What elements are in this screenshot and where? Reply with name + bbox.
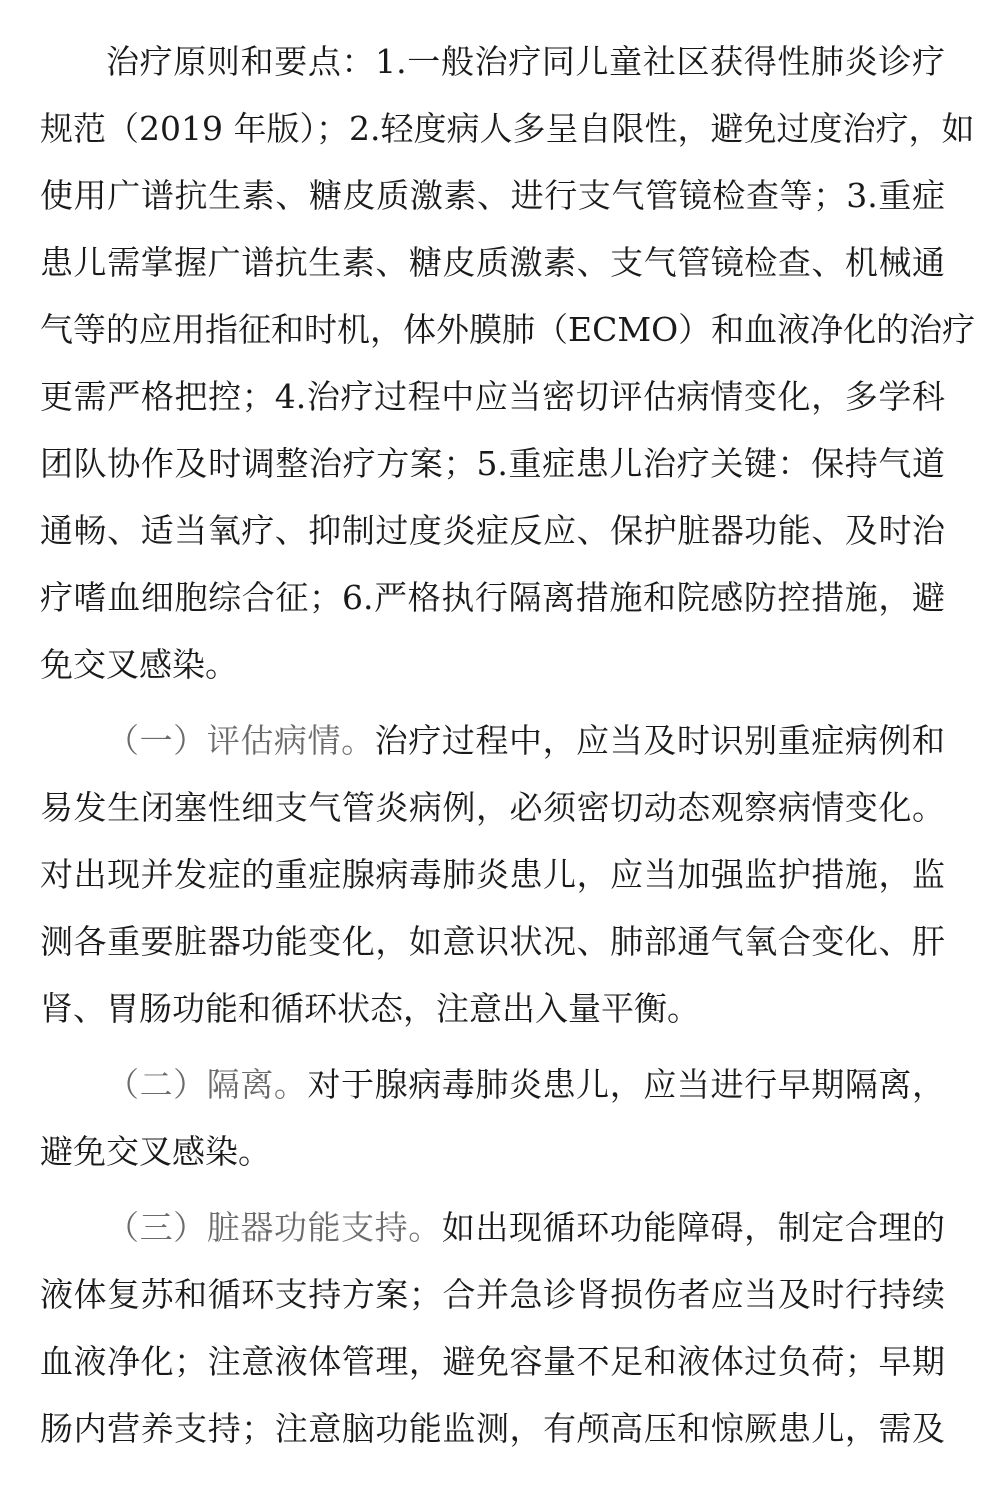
- section-3-line-2: 液体复苏和循环支持方案；合并急诊肾损伤者应当及时行持续: [40, 1275, 945, 1314]
- section-3-heading: （三）脏器功能支持。: [106, 1208, 442, 1247]
- intro-line-10: 免交叉感染。: [40, 645, 238, 684]
- intro-line-5: 气等的应用指征和时机，体外膜肺（ECMO）和血液净化的治疗: [40, 310, 976, 349]
- section-3-first-line: [106, 1208, 945, 1248]
- section-3-line-4: 肠内营养支持；注意脑功能监测，有颅高压和惊厥患儿，需及: [40, 1409, 945, 1448]
- section-3-line-3: 血液净化；注意液体管理，避免容量不足和液体过负荷；早期: [40, 1342, 945, 1381]
- section-1-line-3: 对出现并发症的重症腺病毒肺炎患儿，应当加强监护措施，监: [40, 855, 945, 894]
- section-3-first-line-text: 如出现循环功能障碍，制定合理的: [441, 1208, 946, 1247]
- intro-line-6: 更需严格把控；4.治疗过程中应当密切评估病情变化，多学科: [40, 377, 945, 416]
- section-1-first-line: [106, 721, 945, 761]
- section-1-line-5: 肾、胃肠功能和循环状态，注意出入量平衡。: [40, 989, 700, 1028]
- section-2-first-line-text: 对于腺病毒肺炎患儿，应当进行早期隔离，: [307, 1065, 945, 1104]
- intro-line-7: 团队协作及时调整治疗方案；5.重症患儿治疗关键：保持气道: [40, 444, 945, 483]
- section-1-line-2: 易发生闭塞性细支气管炎病例，必须密切动态观察病情变化。: [40, 788, 945, 827]
- intro-line-4: 患儿需掌握广谱抗生素、糖皮质激素、支气管镜检查、机械通: [40, 243, 945, 282]
- section-1-first-line-text: 治疗过程中，应当及时识别重症病例和: [374, 721, 946, 760]
- section-1-heading: （一）评估病情。: [106, 721, 375, 760]
- intro-line-8: 通畅、适当氧疗、抑制过度炎症反应、保护脏器功能、及时治: [40, 511, 945, 550]
- section-2-first-line: [106, 1065, 945, 1105]
- intro-line-2: 规范（2019 年版）；2.轻度病人多呈自限性，避免过度治疗，如: [40, 109, 975, 148]
- intro-line-3: 使用广谱抗生素、糖皮质激素、进行支气管镜检查等；3.重症: [40, 176, 945, 215]
- section-2-line-2: 避免交叉感染。: [40, 1132, 271, 1171]
- section-2-heading: （二）隔离。: [106, 1065, 308, 1104]
- intro-line-9: 疗嗜血细胞综合征；6.严格执行隔离措施和院感防控措施，避: [40, 578, 945, 617]
- intro-line-1: 治疗原则和要点：1.一般治疗同儿童社区获得性肺炎诊疗: [106, 42, 945, 81]
- section-1-line-4: 测各重要脏器功能变化，如意识状况、肺部通气氧合变化、肝: [40, 922, 945, 961]
